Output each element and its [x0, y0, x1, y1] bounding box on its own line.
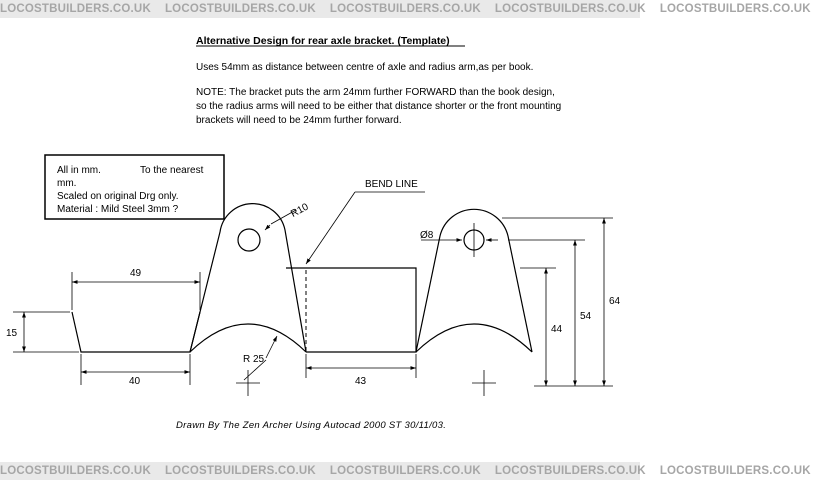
watermark-text: LOCOSTBUILDERS.CO.UK	[659, 465, 811, 477]
watermark-text: LOCOSTBUILDERS.CO.UK	[329, 465, 481, 477]
dimension-lines	[24, 218, 604, 386]
watermark-text: LOCOSTBUILDERS.CO.UK	[0, 3, 151, 15]
note-line1: NOTE: The bracket puts the arm 24mm further FORWARD than the book design,	[196, 87, 555, 98]
info-line1b: To the nearest	[140, 165, 204, 176]
r10-label: R10	[289, 201, 311, 220]
watermark-text: LOCOSTBUILDERS.CO.UK	[164, 3, 316, 15]
info-line2: mm.	[57, 178, 77, 189]
extension-lines	[13, 218, 613, 386]
drawing-title: Alternative Design for rear axle bracket. (Template)	[196, 35, 450, 47]
dim-64: 64	[609, 296, 621, 307]
left-hole	[238, 229, 260, 251]
header-line1: Uses 54mm as distance between centre of axle and radius arm,as per book.	[196, 62, 534, 73]
watermark-text: LOCOSTBUILDERS.CO.UK	[659, 3, 811, 15]
bend-line-label: BEND LINE	[365, 179, 418, 190]
watermark-text: LOCOSTBUILDERS.CO.UK	[494, 465, 646, 477]
dim-43: 43	[355, 376, 367, 387]
drawing-credit: Drawn By The Zen Archer Using Autocad 2000 ST 30/11/03.	[176, 420, 447, 431]
r25-label: R 25	[243, 354, 265, 365]
diameter-8-label: Ø8	[420, 230, 434, 241]
watermark-text: LOCOSTBUILDERS.CO.UK	[329, 3, 481, 15]
dim-15: 15	[6, 328, 18, 339]
info-line1a: All in mm.	[57, 165, 101, 176]
dim-40: 40	[129, 376, 141, 387]
info-line3: Scaled on original Drg only.	[57, 191, 179, 202]
watermark-text: LOCOSTBUILDERS.CO.UK	[0, 465, 151, 477]
watermark-band-bottom	[0, 462, 811, 480]
info-line4: Material : Mild Steel 3mm ?	[57, 204, 179, 215]
dim-54: 54	[580, 311, 592, 322]
note-line3: brackets will need to be 24mm further forward.	[196, 115, 402, 126]
dim-49: 49	[130, 268, 142, 279]
watermark-text: LOCOSTBUILDERS.CO.UK	[494, 3, 646, 15]
watermark-text: LOCOSTBUILDERS.CO.UK	[164, 465, 316, 477]
note-line2: so the radius arms will need to be either that distance shorter or the front mounting	[196, 101, 562, 112]
dim-44: 44	[551, 324, 563, 335]
